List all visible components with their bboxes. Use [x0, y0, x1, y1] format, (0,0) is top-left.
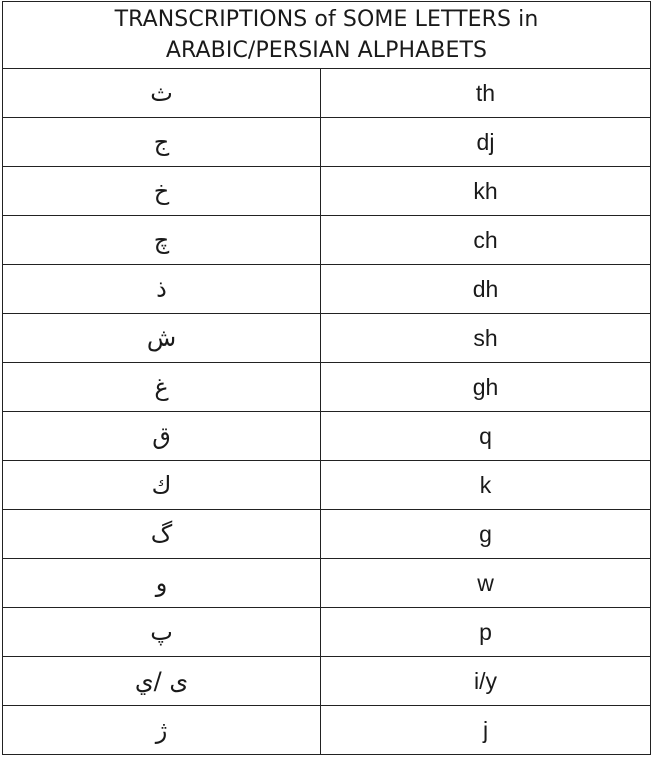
- table-row: [3, 461, 651, 510]
- transcription-cell: q: [321, 412, 651, 461]
- table-row: [3, 69, 651, 118]
- transcription-cell: i/y: [321, 657, 651, 706]
- arabic-letter-cell: و: [3, 559, 321, 608]
- transcription-cell: ch: [321, 216, 651, 265]
- arabic-letter-cell: ث: [3, 69, 321, 118]
- transcription-cell: g: [321, 510, 651, 559]
- transcription-cell: kh: [321, 167, 651, 216]
- table-row: [3, 510, 651, 559]
- table-row: [3, 167, 651, 216]
- transcription-cell: j: [321, 706, 651, 755]
- arabic-letter-cell: ك: [3, 461, 321, 510]
- arabic-letter-cell: چ: [3, 216, 321, 265]
- arabic-letter-cell: گ: [3, 510, 321, 559]
- arabic-letter-cell: ذ: [3, 265, 321, 314]
- transcription-cell: k: [321, 461, 651, 510]
- table-row: [3, 216, 651, 265]
- transcription-cell: sh: [321, 314, 651, 363]
- table-row: [3, 412, 651, 461]
- table-row: [3, 657, 651, 706]
- table-row: [3, 314, 651, 363]
- table-row: [3, 265, 651, 314]
- table-title-line-1: TRANSCRIPTIONS of SOME LETTERS in: [114, 7, 539, 32]
- table-row: [3, 363, 651, 412]
- arabic-letter-cell: پ: [3, 608, 321, 657]
- transcription-cell: gh: [321, 363, 651, 412]
- table-row: [3, 706, 651, 755]
- table-title: [3, 2, 651, 69]
- transcription-cell: w: [321, 559, 651, 608]
- arabic-letter-cell: ق: [3, 412, 321, 461]
- arabic-letter-cell: ژ: [3, 706, 321, 755]
- transcription-cell: dj: [321, 118, 651, 167]
- transcription-cell: p: [321, 608, 651, 657]
- arabic-letter-cell: غ: [3, 363, 321, 412]
- table-title-line-2: ARABIC/PERSIAN ALPHABETS: [165, 38, 488, 63]
- table-row: [3, 608, 651, 657]
- table-row: [3, 559, 651, 608]
- arabic-letter-cell: ش: [3, 314, 321, 363]
- table-title-row: [3, 2, 651, 69]
- table-row: [3, 118, 651, 167]
- arabic-letter-cell: خ: [3, 167, 321, 216]
- arabic-letter-cell: ج: [3, 118, 321, 167]
- transcription-cell: th: [321, 69, 651, 118]
- transcription-cell: dh: [321, 265, 651, 314]
- transcription-table: [2, 1, 651, 755]
- arabic-letter-cell: ى /ي: [3, 657, 321, 706]
